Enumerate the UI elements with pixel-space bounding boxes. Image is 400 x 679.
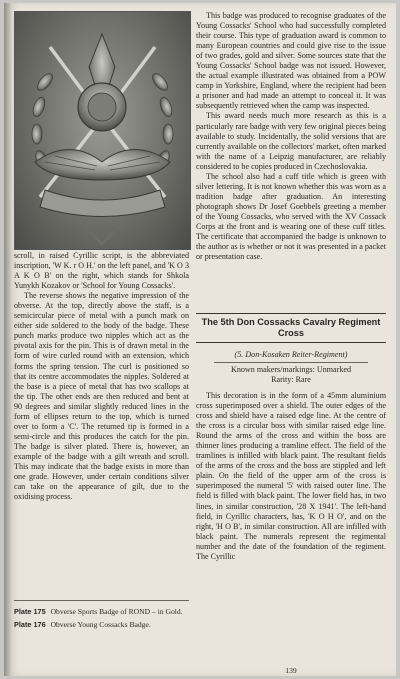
section-title: The 5th Don Cossacks Cavalry Regiment Cross — [201, 317, 381, 338]
paragraph: This award needs much more research as this is a particularly rare badge with very few original pieces being available to study. Incidentally, the solid versions that are currently available on the collectors' market, often marked with the name of a Leipzig manufacturer, are reliably considered to be copies produced in Czechoslovakia. — [196, 111, 386, 171]
book-page — [4, 3, 396, 676]
paragraph: This decoration is in the form of a 45mm aluminium cross superimposed over a shield. The outer edges of the cross and shield have a raised edge line. At the centre of the cross is a circular boss with similar raised edge line. Round the arms of the cross and within the boss are thinner lines producing a tramline effect. The field of the tramlines is infilled with black paint. The resultant fields of the arms of the cross and the boss are stippled and left plain. On the field of the upper arm of the cross is superimposed the numeral '5' with raised outer line. The field is filled with black paint. The lower field has, in two lines, in similar construction, '28 X 1941'. The left-hand field, in Cyrillic characters, has, 'K O H O', and on the right, 'H O B', in similar construction. All are infilled with black paint. The numerals represent the regimental number and the date of the foundation of the regiment. The Cyrillic — [196, 391, 386, 561]
right-column-lower-text — [196, 391, 386, 562]
plate-captions — [14, 600, 189, 631]
caption-text: Obverse Young Cossacks Badge. — [50, 620, 151, 629]
left-column-text — [14, 251, 189, 502]
caption — [14, 618, 189, 631]
section-subtitle: (5. Don-Kosaken Reiter-Regiment) — [234, 350, 348, 359]
caption-label: Plate 175 — [14, 607, 46, 616]
section-heading — [196, 313, 386, 343]
badge-photograph — [14, 11, 191, 250]
right-column-top-text — [196, 11, 386, 262]
paragraph: This badge was produced to recognise graduates of the Young Cossacks' School who had successfully completed their course. This type of graduation award is common to many European countries and could give rise to the issue of two grades, gold and silver. Some sources state that the Young Cossacks' School badge was not issued. However, the actual example illustrated was obtained from a POW camp in Yorkshire, England, where the recipient had been a prisoner and had made an attempt to conceal it. It was subsequently retrieved when the camp was inspected. — [196, 11, 386, 111]
caption-label: Plate 176 — [14, 620, 46, 629]
cossack-school-badge-icon — [15, 12, 190, 249]
paragraph: scroll, in raised Cyrillic script, is the abbreviated inscription, 'W K. r O H.' on the left panel, and 'K O 3 A K O B' on the right, which stands for Shkola Yunykh Kozakov or 'School for Young Cossacks'. — [14, 251, 189, 291]
paragraph: The school also had a cuff title which is green with silver lettering. It is not known whether this was worn as a tradition badge after graduation. An interesting photograph shows Dr Josef Goebbels greeting a member of the Young Cossacks, who served with the XV Cossack Corps at the front and is wearing one of these cuff titles. The certificate that accompanied the badge is unknown to the author as is whether or not it was presented in a packet or presentation case. — [196, 171, 386, 262]
caption — [14, 605, 189, 618]
makers-line: Known makers/markings: Unmarked — [230, 365, 352, 375]
page-number: 139 — [285, 666, 297, 675]
rarity-line: Rarity: Rare — [271, 375, 311, 385]
caption-text: Obverse Sports Badge of ROND – in Gold. — [50, 607, 183, 616]
paragraph: The reverse shows the negative impression of the obverse. At the top, directly above the staff, is a semicircular piece of metal with a punch mark on either side soldered to the body of the badge. These punch marks produce two nipples which act as the pivotal axis for the pin. This is of drawn metal in the form of wire curled round with an extension, which forms the spring tension. The curl is positioned so that its centre accommodates the nipples. Soldered at the base is a piece of metal that has two scallops at the tip. The other ends are then reduced and bent at 90 degrees and similar slightly reduced lines in the form of ellipses return to the top, which is turned over to form a 'C'. The returned tip is formed in a semi-circle and this produces the catch for the pin. The badge is silver plated. There is, however, an example of the badge with a gilt wreath and scroll. This may indicate that the badge exists in more than one grade. However, under certain conditions silver can take on the appearance of gilt, due to the oxidising process. — [14, 291, 189, 502]
section-subheading — [196, 350, 386, 385]
book-spine-shadow — [4, 3, 12, 676]
divider — [214, 362, 368, 363]
